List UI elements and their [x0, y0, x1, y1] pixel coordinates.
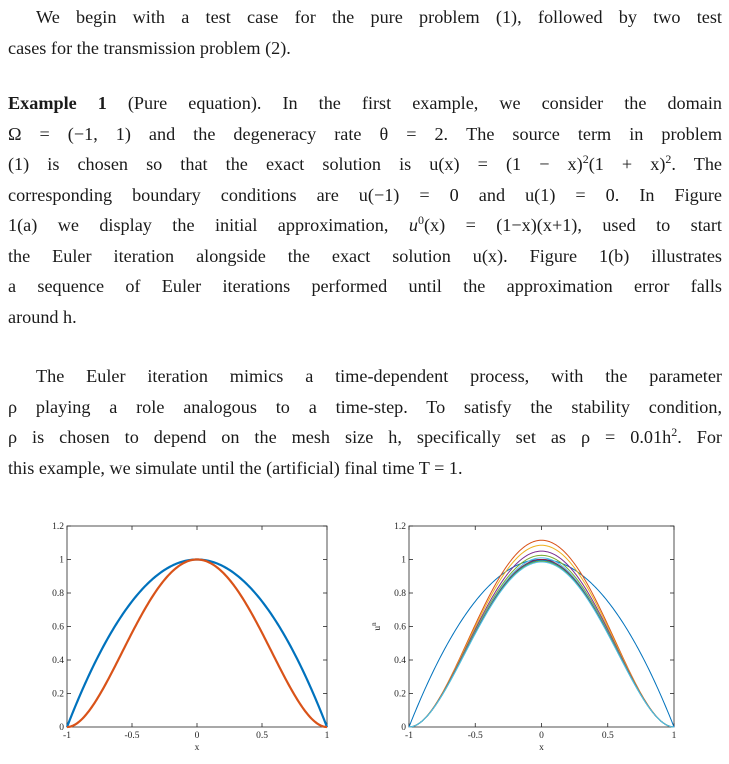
example-line-1-rest: In the first example, we consider the domain — [261, 93, 722, 113]
x-axis-label: x — [194, 743, 200, 753]
example-line-3c: (1 + x) — [588, 154, 666, 174]
x-tick-label: -0.5 — [467, 731, 483, 741]
y-tick-label: 0.8 — [394, 589, 406, 600]
intro-line-1: We begin with a test case for the pure problem (1), followed by two test — [36, 7, 722, 27]
exponent-2a: 2 — [582, 151, 589, 166]
exponent-0: 0 — [417, 212, 424, 227]
example-line-3 — [8, 149, 722, 180]
example-label: Example 1 — [8, 93, 107, 113]
euler-line-3b: . For — [677, 427, 722, 447]
axes-frame — [409, 526, 674, 727]
example-line-8: around h. — [8, 306, 77, 327]
y-tick-label: 1.2 — [52, 522, 64, 533]
axes-frame — [67, 526, 327, 727]
example-line-2: Ω = (−1, 1) and the degeneracy rate θ = 2. The source term in problem — [8, 123, 722, 144]
x-tick-label: 0 — [194, 731, 200, 741]
figure-1b — [365, 515, 729, 764]
exponent-2c: 2 — [671, 424, 678, 439]
x-tick-label: -1 — [63, 731, 71, 741]
example-line-5b: (x) = (1−x)(x+1), used to start — [423, 215, 722, 235]
y-tick-label: 0.4 — [394, 656, 406, 667]
exponent-2b: 2 — [665, 151, 672, 166]
x-tick-label: 0.5 — [601, 731, 614, 741]
example-paragraph — [8, 88, 722, 332]
x-tick-label: 1 — [324, 731, 330, 741]
y-tick-label: 0.2 — [394, 689, 406, 700]
x-tick-label: -0.5 — [124, 731, 140, 741]
example-line-5a: 1(a) we display the initial approximation, — [8, 215, 409, 235]
y-tick-label: 1 — [59, 555, 64, 566]
y-tick-label: 1 — [401, 555, 406, 566]
intro-paragraph — [8, 2, 722, 63]
y-tick-label: 0 — [401, 723, 406, 734]
euler-line-3 — [8, 422, 722, 453]
intro-line-2: cases for the transmission problem (2). — [8, 37, 291, 58]
y-tick-label: 0.6 — [394, 622, 406, 633]
example-line-3d: . The — [671, 154, 722, 174]
y-tick-label: 0.8 — [52, 589, 64, 600]
x-tick-label: 0.5 — [256, 731, 268, 741]
example-line-3b: u(x) = (1 − x) — [429, 154, 583, 174]
u-symbol: u — [408, 215, 418, 235]
y-tick-label: 0.2 — [52, 689, 64, 700]
x-tick-label: 1 — [671, 731, 677, 741]
example-line-7: a sequence of Euler iterations performed until the approximation error falls — [8, 276, 722, 296]
y-tick-label: 0 — [59, 723, 64, 734]
figure-1a — [0, 515, 365, 764]
euler-paragraph — [8, 361, 722, 483]
x-tick-label: 0 — [539, 731, 544, 741]
euler-line-2: ρ playing a role analogous to a time-step. To satisfy the stability condition, — [8, 396, 722, 417]
y-tick-label: 1.2 — [394, 522, 406, 533]
example-line-3a: (1) is chosen so that the exact solution is — [8, 154, 430, 174]
example-name: (Pure equation). — [106, 93, 262, 113]
example-line-4: corresponding boundary conditions are u(−1) = 0 and u(1) = 0. In Figure — [8, 184, 722, 205]
y-tick-label: 0.4 — [52, 656, 64, 667]
y-axis-label: $u^n$ — [370, 622, 383, 631]
y-tick-label: 0.6 — [52, 622, 64, 633]
example-line-5 — [8, 210, 722, 241]
x-axis-label: x — [539, 743, 544, 753]
euler-line-1: The Euler iteration mimics a time-dependent process, with the parameter — [36, 366, 722, 386]
y-axis-label-sup: n — [370, 622, 378, 626]
example-line-1 — [8, 88, 722, 119]
example-line-6: the Euler iteration alongside the exact solution u(x). Figure 1(b) illustrates — [8, 245, 722, 266]
euler-line-4: this example, we simulate until the (artificial) final time T = 1. — [8, 457, 463, 478]
x-tick-label: -1 — [405, 731, 413, 741]
euler-line-3a: ρ is chosen to depend on the mesh size h, specifically set as ρ = 0.01h — [8, 427, 672, 447]
